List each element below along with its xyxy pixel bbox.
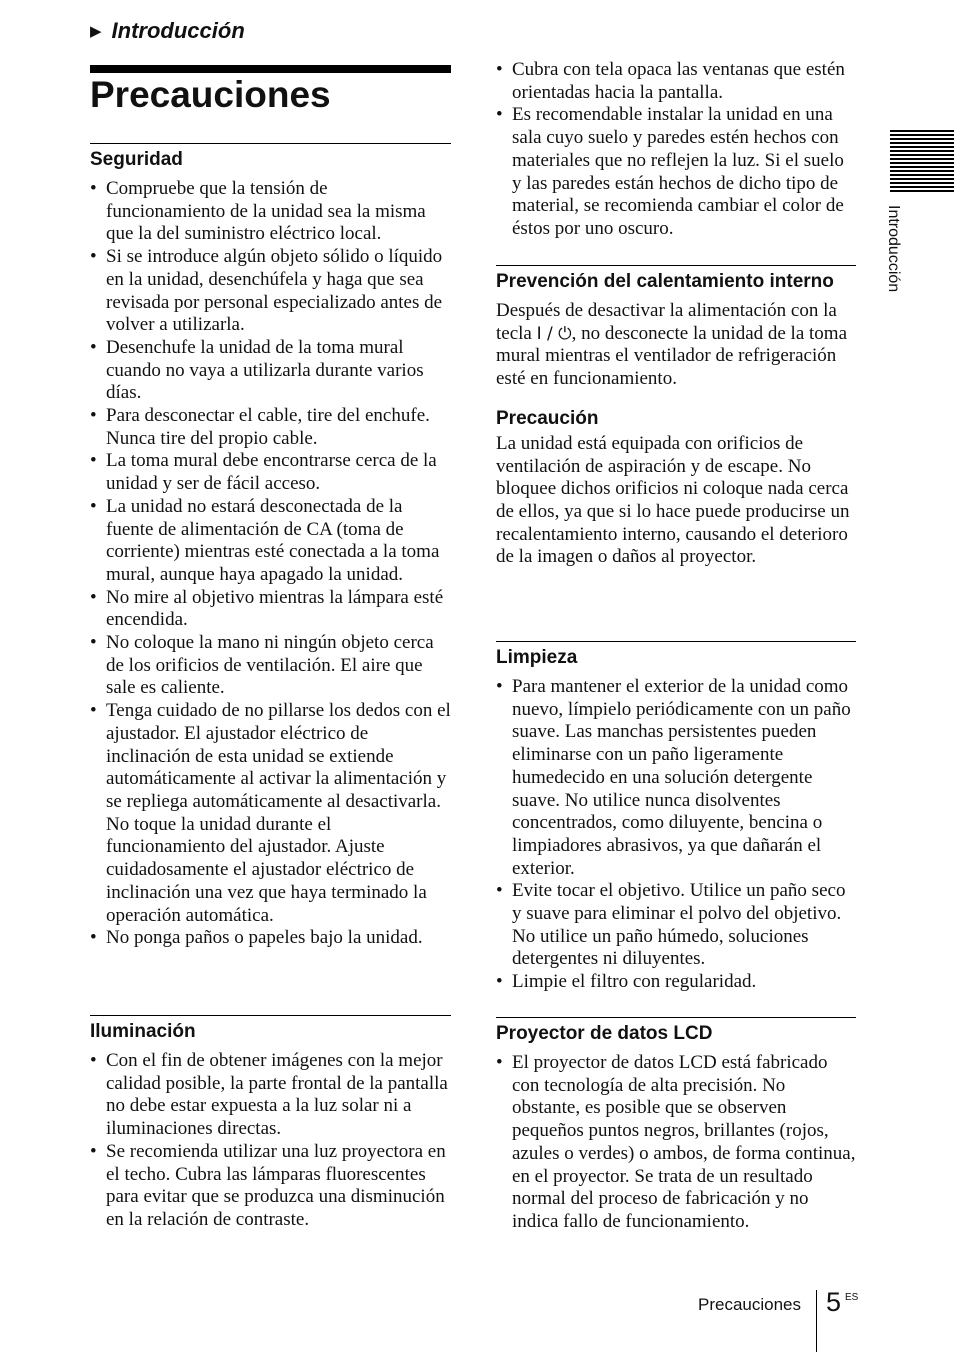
list-lcd (496, 1052, 856, 1234)
list-item: • La toma mural debe encontrarse cerca de la unidad y ser de fácil acceso. (90, 450, 451, 495)
list-item: • No mire al objetivo mientras la lámpara esté encendida. (90, 587, 451, 632)
page-title: Precauciones (90, 74, 331, 115)
heading-iluminacion: Iluminación (90, 1021, 196, 1042)
heading-prevencion: Prevención del calentamiento interno (496, 271, 834, 292)
section-lcd (496, 1017, 856, 1234)
list-iluminacion (90, 1050, 451, 1232)
list-item: • La unidad no estará desconectada de la fuente de alimentación de CA (toma de corriente) mientras esté conectada a la toma mural, aunque haya apagado la unidad. (90, 496, 451, 587)
thumb-index (890, 130, 954, 192)
page-number: 5 (826, 1287, 842, 1317)
list-item: • No coloque la mano ni ningún objeto cerca de los orificios de ventilación. El aire que sale es caliente. (90, 632, 451, 700)
section-limpieza (496, 641, 856, 994)
thumb-index-label (884, 205, 906, 315)
list-item: • Con el fin de obtener imágenes con la mejor calidad posible, la parte frontal de la pantalla no debe estar expuesta a la luz solar ni a iluminaciones directas. (90, 1050, 451, 1141)
heading-limpieza: Limpieza (496, 647, 578, 668)
section-iluminacion (90, 1015, 451, 1232)
list-item: • Para desconectar el cable, tire del enchufe. Nunca tire del propio cable. (90, 405, 451, 450)
list-iluminacion-continued (496, 59, 856, 241)
list-item: • Se recomienda utilizar una luz proyectora en el techo. Cubra las lámparas fluorescentes para evitar que se produzca una disminución en la relación de contraste. (90, 1141, 451, 1232)
precaucion-text: La unidad está equipada con orificios de ventilación de aspiración y de escape. No bloquee dichos orificios ni coloque nada cerca de ellos, ya que si lo hace puede producirse un recalentamiento interno, causando el deterioro de la imagen o daños al proyector. (496, 432, 850, 568)
list-item: • Compruebe que la tensión de funcionamiento de la unidad sea la misma que la del suministro eléctrico local. (90, 178, 451, 246)
footer-rule (816, 1290, 817, 1352)
list-item: • Desenchufe la unidad de la toma mural cuando no vaya a utilizarla durante varios días. (90, 337, 451, 405)
page-language-code: ES (845, 1292, 859, 1303)
section-arrow-icon: ▶ (90, 23, 102, 40)
thumb-index-stripes (890, 130, 954, 192)
list-limpieza (496, 676, 856, 994)
section-seguridad (90, 143, 451, 950)
heading-precaucion: Precaución (496, 407, 599, 429)
list-item: • Para mantener el exterior de la unidad como nuevo, límpielo periódicamente con un paño suave. Las manchas persistentes pueden eliminarse con un paño ligeramente humedecido en una solución detergente suave. No utilice nunca disolventes concentrados, como diluyente, bencina o limpiadores abrasivos, ya que dañarán el exterior. (496, 676, 856, 880)
list-item: • Es recomendable instalar la unidad en una sala cuyo suelo y paredes estén hechos con materiales que no reflejen la luz. Si el suelo y las paredes están hechos de dicho tipo de material, se recomienda cambiar el color de éstos por uno oscuro. (496, 104, 856, 240)
prevencion-text-after: , no desconecte la unidad de la toma mural mientras el ventilador de refrigeración esté en funcionamiento. (496, 322, 848, 390)
list-item: • Limpie el filtro con regularidad. (496, 971, 856, 994)
list-item: • No ponga paños o papeles bajo la unidad. (90, 927, 451, 950)
section-iluminacion-continued (496, 59, 856, 241)
list-item: • Cubra con tela opaca las ventanas que estén orientadas hacia la pantalla. (496, 59, 856, 104)
list-item: • Evite tocar el objetivo. Utilice un paño seco y suave para eliminar el polvo del objetivo. No utilice un paño húmedo, soluciones detergentes ni diluyentes. (496, 880, 856, 971)
section-prevencion (496, 265, 856, 569)
thumb-index-text: Introducción (885, 205, 902, 293)
list-seguridad (90, 178, 451, 950)
section-tag (90, 18, 245, 44)
list-item: • El proyector de datos LCD está fabricado con tecnología de alta precisión. No obstante, es posible que se observen pequeños puntos negros, brillantes (rojos, azules o verdes) o ambos, de forma continua, en el proyector. Se trata de un resultado normal del proceso de fabricación y no indica fallo de funcionamiento. (496, 1052, 856, 1234)
heading-seguridad: Seguridad (90, 149, 183, 170)
section-tag-label: Introducción (111, 18, 245, 43)
heading-lcd: Proyector de datos LCD (496, 1023, 713, 1044)
title-rule (90, 65, 451, 73)
power-key-icon: I / ⏻ (536, 323, 572, 344)
list-item: • Si se introduce algún objeto sólido o líquido en la unidad, desenchúfela y haga que sea revisada por personal especializado antes de volver a utilizarla. (90, 246, 451, 337)
footer-section-label: Precauciones (698, 1295, 802, 1314)
prevencion-text (496, 300, 856, 391)
list-item: • Tenga cuidado de no pillarse los dedos con el ajustador. El ajustador eléctrico de inclinación de esta unidad se extiende automáticamente al activar la alimentación y se repliega automáticamente al desactivarla. No toque la unidad durante el funcionamiento del ajustador. Ajuste cuidadosamente el ajustador eléctrico de inclinación una vez que haya terminado la operación automática. (90, 700, 451, 927)
prevencion-text-before: Después de desactivar la alimentación con la tecla (496, 300, 837, 344)
